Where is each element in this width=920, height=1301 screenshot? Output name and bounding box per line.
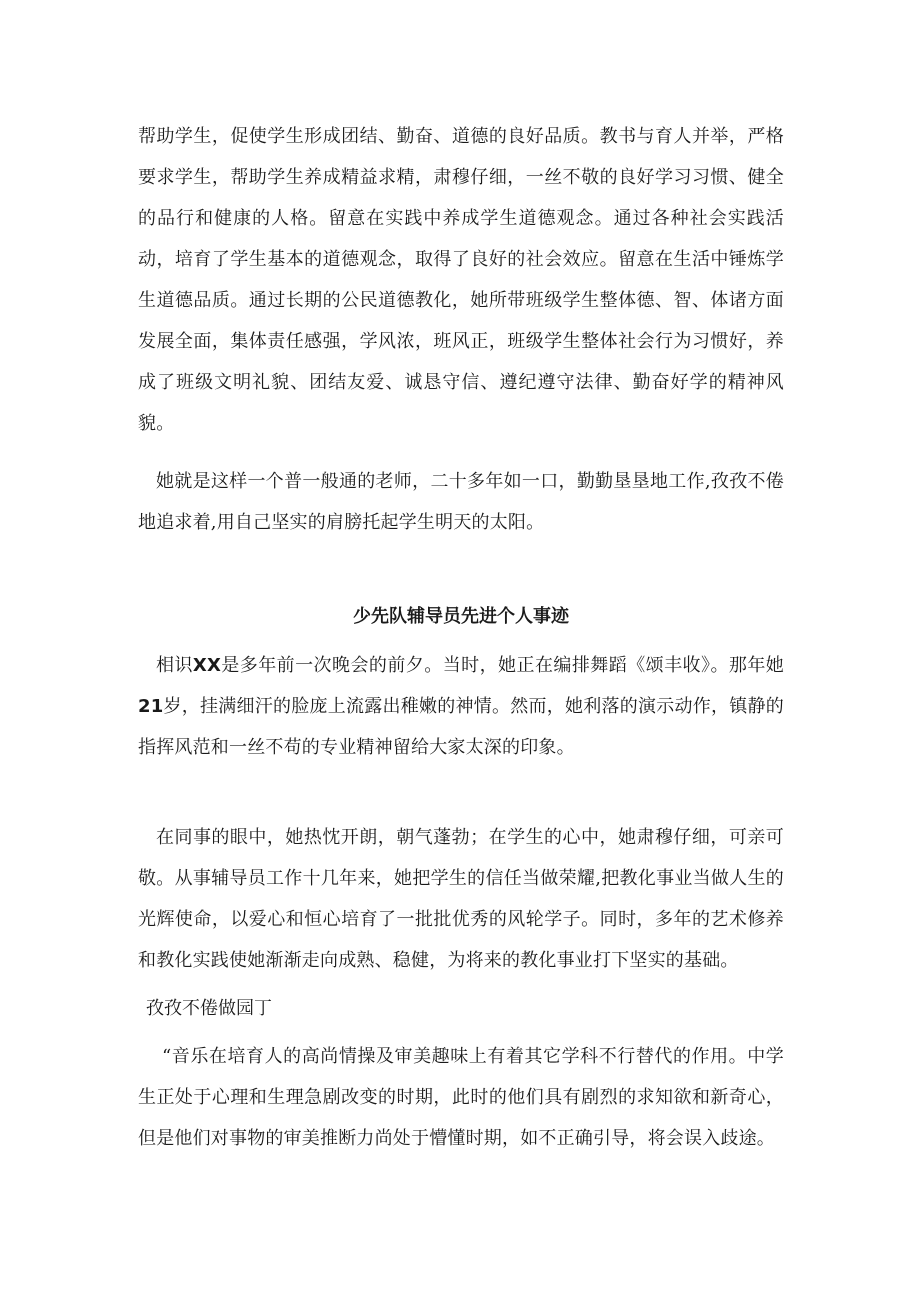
paragraph-5: “音乐在培育人的高尚情操及审美趣味上有着其它学科不行替代的作用。中学生正处于心理和生理急剧改变的时期，此时的他们具有剧烈的求知欲和新奇心，但是他们对事物的审美推断力尚处于懵懂时期，如不正确引导，将会误入歧途。 [138, 1046, 784, 1149]
paragraph-3-name-placeholder: XX [192, 655, 222, 676]
paragraph-3-part-2: 是多年前一次晚会的前夕。当时，她正在编排舞蹈《颂丰收》。那年她 [221, 655, 784, 676]
section-heading: 少先队辅导员先进个人事迹 [353, 606, 569, 627]
paragraph-3-age: 21 [138, 696, 164, 717]
paragraph-3-part-3: 岁，挂满细汗的脸庞上流露出稚嫩的神情。然而，她利落的演示动作，镇静的指挥风范和一丝不苟的专业精神留给大家太深的印象。 [138, 696, 784, 758]
paragraph-1: 帮助学生，促使学生形成团结、勤奋、道德的良好品质。教书与育人并举，严格要求学生，帮助学生养成精益求精，肃穆仔细，一丝不敬的良好学习习惯、健全的品行和健康的人格。留意在实践中养成学生道德观念。通过各种社会实践活动，培育了学生基本的道德观念，取得了良好的社会效应。留意在生活中锤炼学生道德品质。通过长期的公民道德教化，她所带班级学生整体德、智、体诸方面发展全面，集体责任感强，学风浓，班风正，班级学生整体社会行为习惯好，养成了班级文明礼貌、团结友爱、诚恳守信、遵纪遵守法律、勤奋好学的精神风貌。 [138, 126, 784, 434]
paragraph-3 [138, 645, 784, 768]
paragraph-3-part-1: 相识 [156, 655, 193, 676]
sub-heading: 孜孜不倦做园丁 [146, 998, 272, 1019]
paragraph-4: 在同事的眼中，她热忱开朗，朝气蓬勃；在学生的心中，她肃穆仔细，可亲可敬。从事辅导员工作十几年来，她把学生的信任当做荣耀,把教化事业当做人生的光辉使命，以爱心和恒心培育了一批批优秀的风轮学子。同时，多年的艺术修养和教化实践使她渐渐走向成熟、稳健，为将来的教化事业打下坚实的基础。 [138, 827, 784, 971]
paragraph-2: 她就是这样一个普一般通的老师，二十多年如一口，勤勤垦垦地工作,孜孜不倦地追求着,用自己坚实的肩膀托起学生明天的太阳。 [138, 471, 784, 533]
